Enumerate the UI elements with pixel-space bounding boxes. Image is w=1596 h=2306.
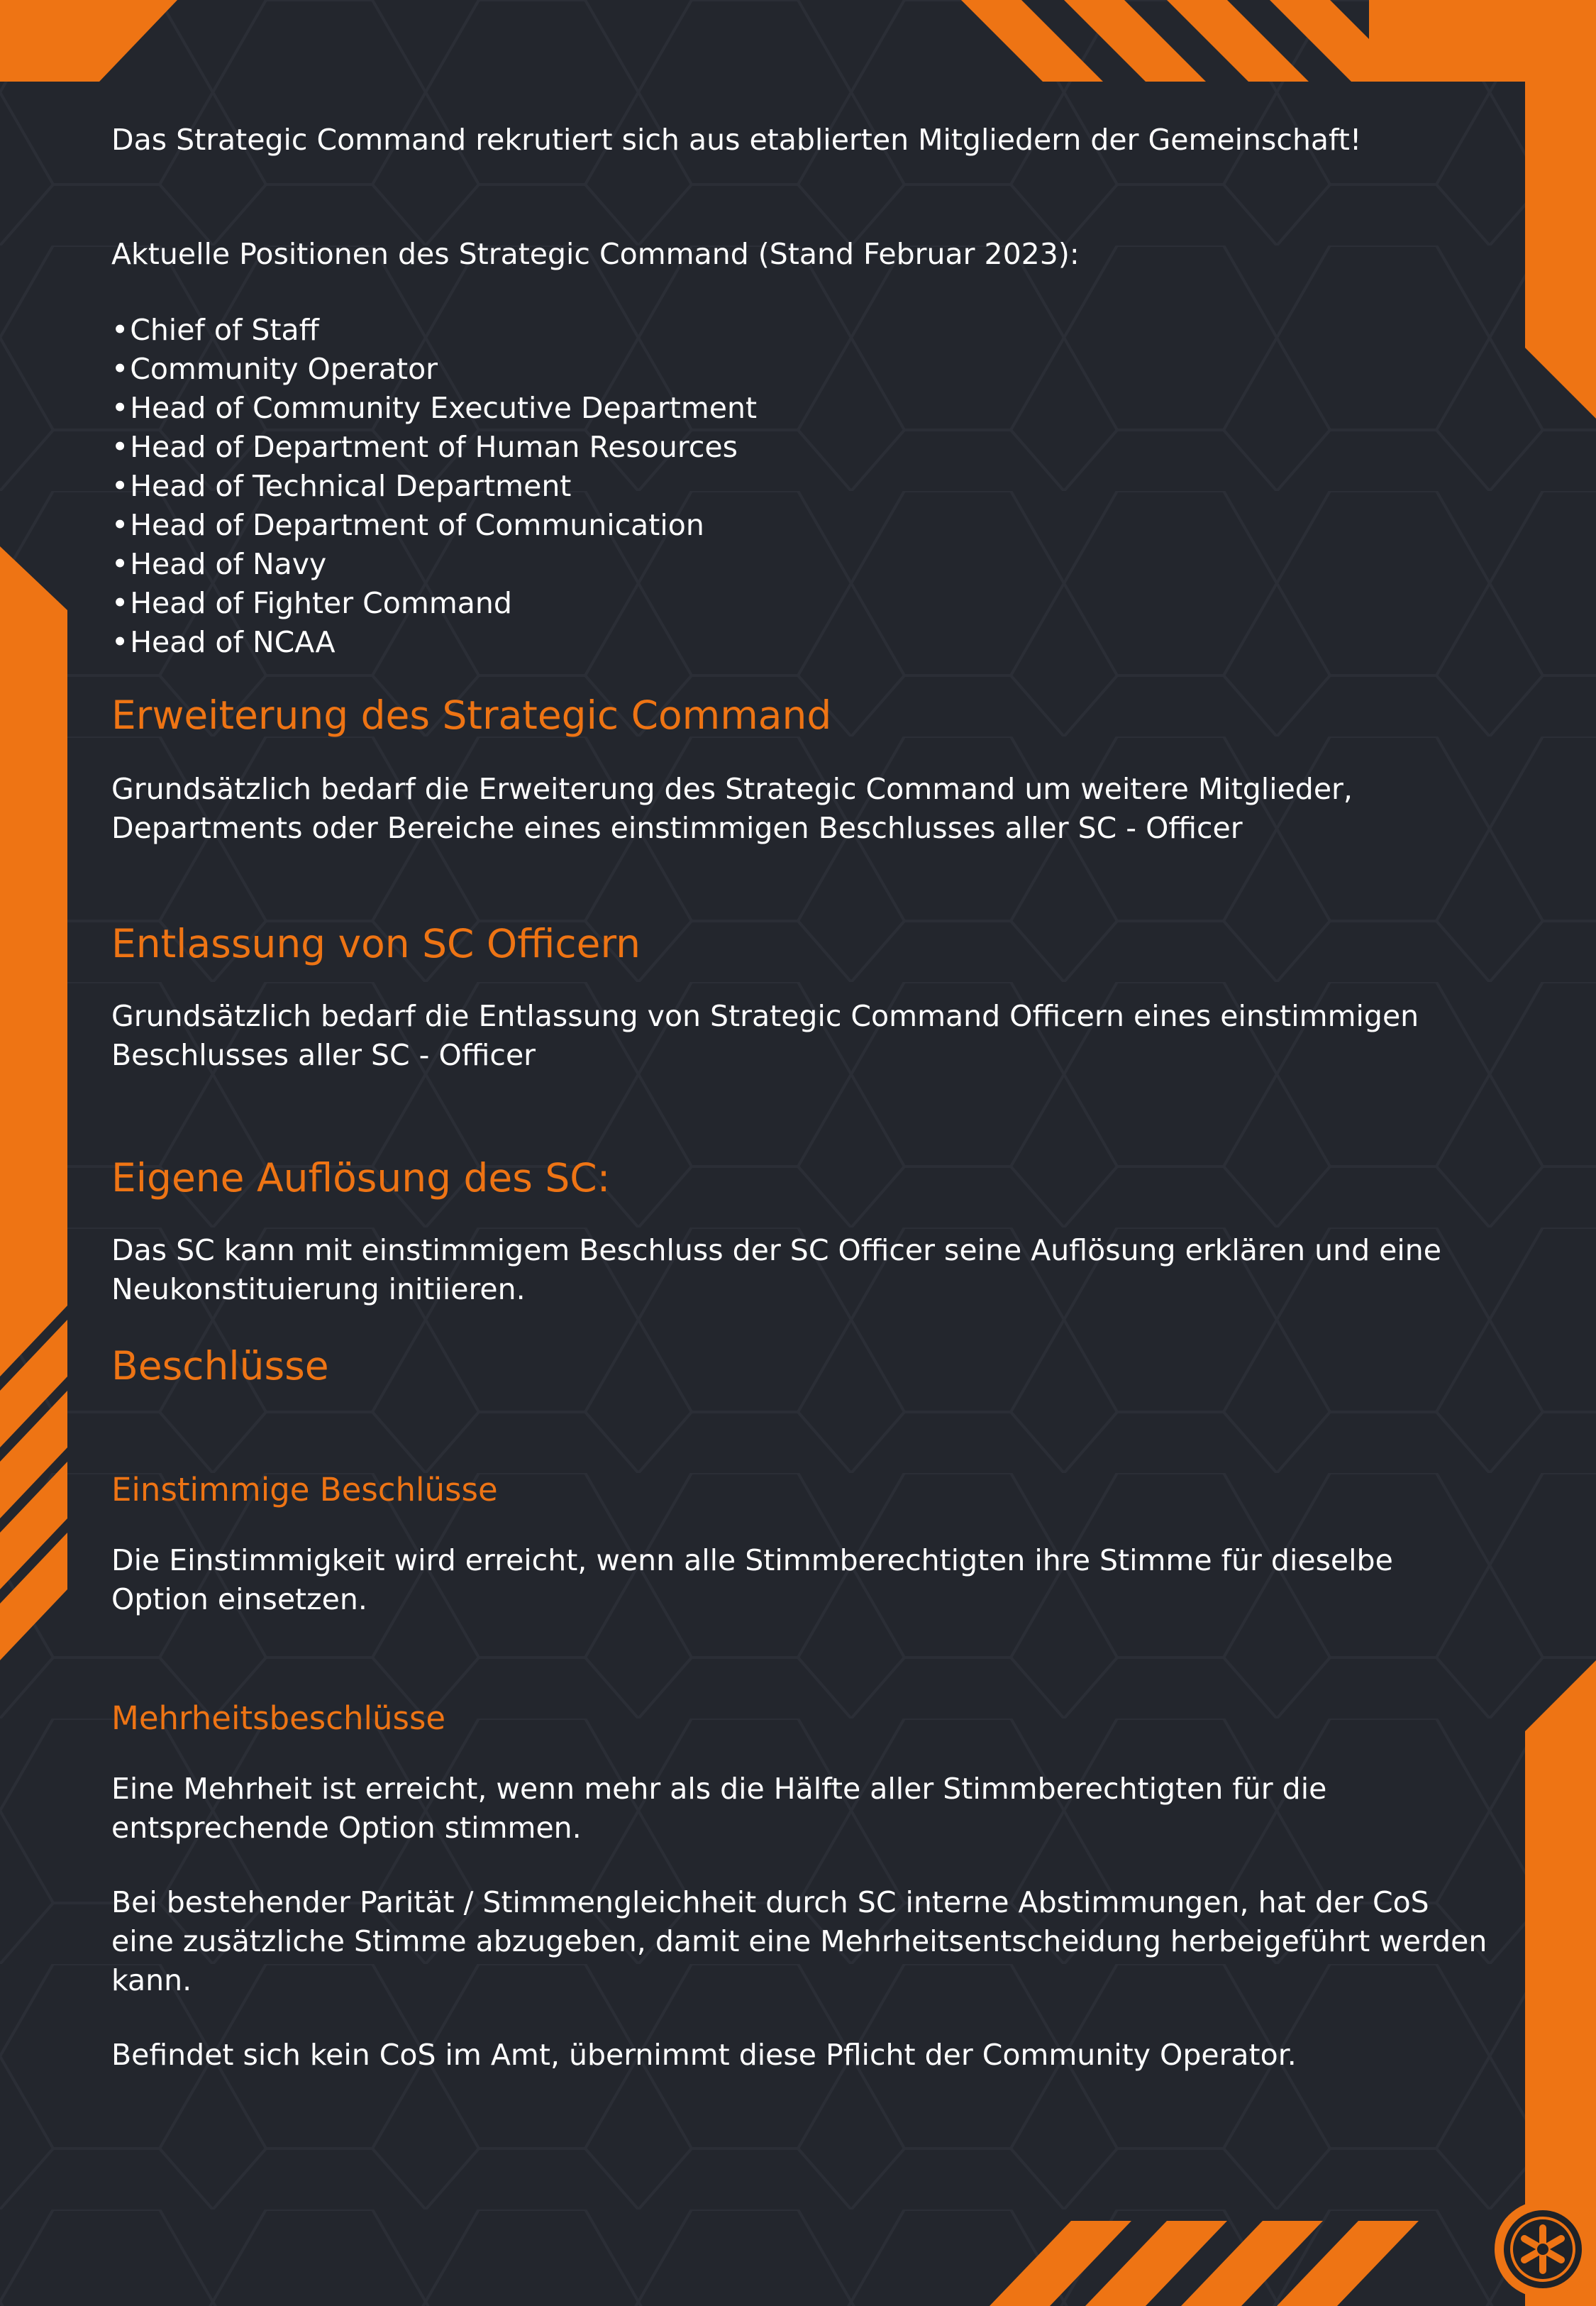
bullet: •: [111, 391, 129, 425]
mehrheit-text-1-line-1: Eine Mehrheit ist erreicht, wenn mehr als die Hälfte aller Stimmberechtigten für die: [111, 1772, 1327, 1806]
list-item: •Head of Fighter Command: [111, 586, 512, 620]
intro-text: Das Strategic Command rekrutiert sich aus etablierten Mitgliedern der Gemeinschaft!: [111, 123, 1362, 157]
section-heading-aufloesung: Eigene Auflösung des SC:: [111, 1155, 611, 1201]
emblem-icon: [1495, 2201, 1591, 2297]
mehrheit-text-2-line-1: Bei bestehender Parität / Stimmengleichheit durch SC interne Abstimmungen, hat der CoS: [111, 1885, 1429, 1919]
bullet: •: [111, 313, 129, 347]
list-item: •Head of Community Executive Department: [111, 391, 758, 425]
positions-heading: Aktuelle Positionen des Strategic Command (Stand Februar 2023):: [111, 237, 1080, 271]
mehrheit-text-2-line-2: eine zusätzliche Stimme abzugeben, damit eine Mehrheitsentscheidung herbeigeführt werden: [111, 1924, 1487, 1958]
bullet: •: [111, 547, 129, 581]
aufloesung-text-line-2: Neukonstituierung initiieren.: [111, 1272, 526, 1306]
positions-list: [111, 311, 1502, 662]
subheading-einstimmige-beschluesse: Einstimmige Beschlüsse: [111, 1471, 498, 1508]
erweiterung-text-line-1: Grundsätzlich bedarf die Erweiterung des Strategic Command um weitere Mitglieder,: [111, 772, 1353, 806]
entlassung-text-line-1: Grundsätzlich bedarf die Entlassung von Strategic Command Officern eines einstimmigen: [111, 999, 1419, 1033]
bullet: •: [111, 469, 129, 503]
mehrheit-text-2-line-3: kann.: [111, 1963, 192, 1997]
bullet: •: [111, 508, 129, 542]
bullet: •: [111, 430, 129, 464]
mehrheit-text-1-line-2: entsprechende Option stimmen.: [111, 1811, 582, 1845]
entlassung-text-line-2: Beschlusses aller SC - Officer: [111, 1038, 536, 1072]
list-item: •Head of Navy: [111, 547, 327, 581]
erweiterung-text-line-2: Departments oder Bereiche eines einstimmigen Beschlusses aller SC - Officer: [111, 811, 1243, 845]
bullet: •: [111, 625, 129, 659]
aufloesung-text-line-1: Das SC kann mit einstimmigem Beschluss der SC Officer seine Auflösung erklären und eine: [111, 1233, 1441, 1267]
section-heading-entlassung: Entlassung von SC Officern: [111, 921, 641, 966]
list-item: •Head of Department of Communication: [111, 508, 704, 542]
section-heading-erweiterung: Erweiterung des Strategic Command: [111, 693, 832, 738]
left-frame: [0, 546, 67, 1348]
mehrheit-text-3: Befindet sich kein CoS im Amt, übernimmt diese Pflicht der Community Operator.: [111, 2038, 1297, 2072]
list-item: •Chief of Staff: [111, 313, 319, 347]
list-item: •Head of Technical Department: [111, 469, 572, 503]
einstimmig-text-line-2: Option einsetzen.: [111, 1582, 367, 1616]
einstimmig-text-line-1: Die Einstimmigkeit wird erreicht, wenn alle Stimmberechtigten ihre Stimme für dieselbe: [111, 1543, 1393, 1577]
list-item: •Community Operator: [111, 352, 438, 386]
bullet: •: [111, 352, 129, 386]
list-item: •Head of NCAA: [111, 625, 336, 659]
subheading-mehrheitsbeschluesse: Mehrheitsbeschlüsse: [111, 1699, 446, 1737]
bullet: •: [111, 586, 129, 620]
section-heading-beschluesse: Beschlüsse: [111, 1343, 329, 1389]
list-item: •Head of Department of Human Resources: [111, 430, 738, 464]
document-body: [111, 121, 1502, 2075]
